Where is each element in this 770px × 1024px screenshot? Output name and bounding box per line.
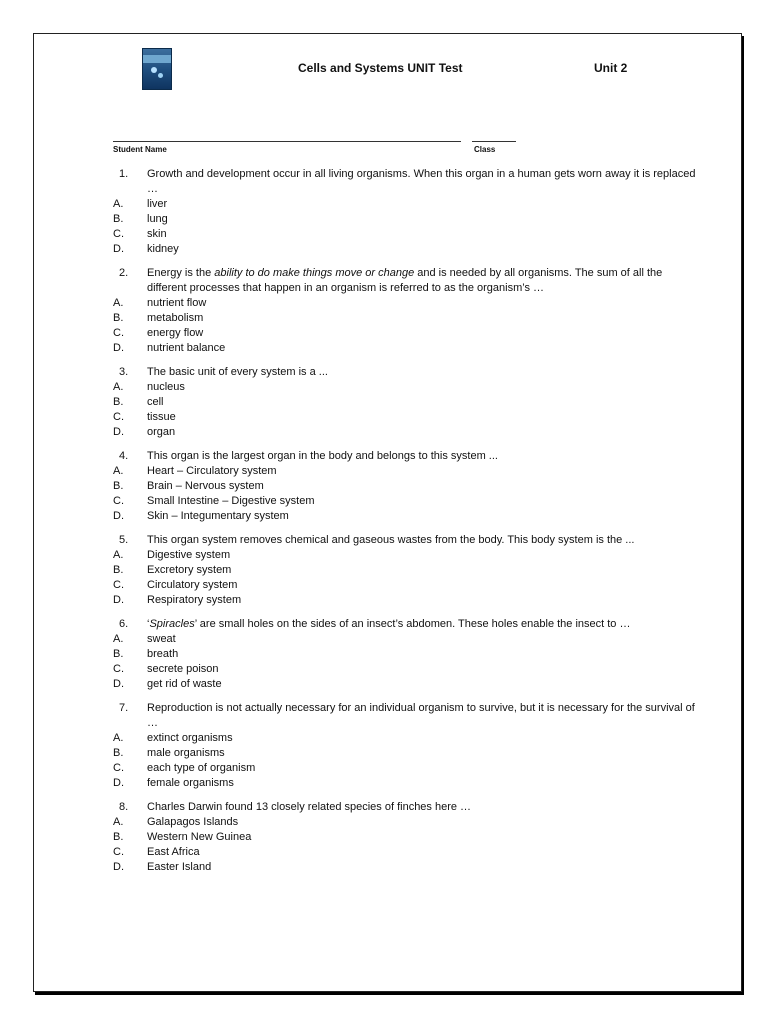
answer-option[interactable] [110, 563, 700, 578]
question-stem-text: Growth and development occur in all living organisms. When this organ in a human gets worn away it is replaced … [147, 168, 696, 195]
option-text: extinct organisms [147, 732, 233, 744]
option-letter: D. [113, 861, 124, 873]
option-letter: C. [113, 663, 124, 675]
option-letter: A. [113, 816, 124, 828]
option-letter: A. [113, 198, 124, 210]
question-stem-text: Charles Darwin found 13 closely related species of finches here … [147, 801, 472, 813]
answer-option[interactable] [110, 776, 700, 791]
option-text: tissue [147, 411, 176, 423]
option-letter: B. [113, 648, 124, 660]
question-stem-text: Spiracles [149, 618, 195, 630]
science-book-logo-icon [142, 48, 172, 90]
option-text: male organisms [147, 747, 225, 759]
option-letter: D. [113, 426, 124, 438]
student-name-line[interactable] [113, 141, 461, 142]
option-text: each type of organism [147, 762, 256, 774]
option-letter: C. [113, 846, 124, 858]
question-row [110, 701, 700, 731]
answer-option[interactable] [110, 647, 700, 662]
question-row [110, 533, 700, 548]
option-letter: C. [113, 762, 124, 774]
question-stem-text: This organ is the largest organ in the body and belongs to this system ... [147, 450, 498, 462]
option-text: cell [147, 396, 164, 408]
option-text: nucleus [147, 381, 185, 393]
question-stem [147, 365, 700, 380]
option-letter: C. [113, 579, 124, 591]
option-text: energy flow [147, 327, 204, 339]
question-stem-text: This organ system removes chemical and gaseous wastes from the body. This body system is the ... [147, 534, 635, 546]
question-stem-text: ability to do make things move or change [214, 267, 415, 279]
answer-option[interactable] [110, 494, 700, 509]
question-item [110, 167, 700, 257]
question-number: 4. [119, 450, 129, 462]
question-stem-text: Reproduction is not actually necessary for an individual organism to survive, but it is necessary for the survival of … [147, 702, 695, 729]
option-letter: B. [113, 747, 124, 759]
answer-option[interactable] [110, 662, 700, 677]
option-letter: B. [113, 312, 124, 324]
option-letter: A. [113, 549, 124, 561]
option-text: sweat [147, 633, 176, 645]
answer-option[interactable] [110, 509, 700, 524]
answer-option[interactable] [110, 593, 700, 608]
answer-option[interactable] [110, 380, 700, 395]
option-text: Western New Guinea [147, 831, 252, 843]
option-text: secrete poison [147, 663, 219, 675]
question-row [110, 266, 700, 296]
option-text: Galapagos Islands [147, 816, 239, 828]
option-text: Easter Island [147, 861, 212, 873]
answer-option[interactable] [110, 227, 700, 242]
logo-dot [158, 73, 163, 78]
answer-option[interactable] [110, 548, 700, 563]
option-letter: A. [113, 465, 124, 477]
unit-label: Unit 2 [594, 61, 628, 75]
question-number: 3. [119, 366, 129, 378]
option-letter: A. [113, 633, 124, 645]
question-item [110, 617, 700, 692]
option-text: Digestive system [147, 549, 231, 561]
answer-option[interactable] [110, 578, 700, 593]
answer-option[interactable] [110, 410, 700, 425]
question-number: 2. [119, 267, 129, 279]
answer-option[interactable] [110, 425, 700, 440]
option-letter: D. [113, 342, 124, 354]
answer-option[interactable] [110, 815, 700, 830]
option-text: Small Intestine – Digestive system [147, 495, 315, 507]
question-number: 5. [119, 534, 129, 546]
question-item [110, 800, 700, 875]
option-text: kidney [147, 243, 179, 255]
option-letter: D. [113, 510, 124, 522]
question-item [110, 266, 700, 356]
question-row [110, 617, 700, 632]
answer-option[interactable] [110, 326, 700, 341]
option-text: East Africa [147, 846, 200, 858]
option-letter: D. [113, 678, 124, 690]
option-text: Excretory system [147, 564, 232, 576]
option-letter: B. [113, 831, 124, 843]
answer-option[interactable] [110, 860, 700, 875]
option-letter: A. [113, 297, 124, 309]
answer-option[interactable] [110, 761, 700, 776]
test-title: Cells and Systems UNIT Test [298, 61, 463, 75]
option-letter: A. [113, 732, 124, 744]
question-number: 8. [119, 801, 129, 813]
question-stem-text: ‘ [147, 618, 150, 630]
question-stem [147, 617, 700, 632]
question-stem-text: ’ are small holes on the sides of an insect’s abdomen. These holes enable the insect to … [194, 618, 631, 630]
option-text: organ [147, 426, 176, 438]
option-text: Brain – Nervous system [147, 480, 264, 492]
option-letter: C. [113, 327, 124, 339]
option-text: Circulatory system [147, 579, 238, 591]
class-line[interactable] [472, 141, 516, 142]
option-text: Heart – Circulatory system [147, 465, 277, 477]
question-list [110, 167, 700, 884]
option-letter: D. [113, 594, 124, 606]
answer-option[interactable] [110, 479, 700, 494]
option-text: metabolism [147, 312, 204, 324]
answer-option[interactable] [110, 311, 700, 326]
option-letter: B. [113, 396, 124, 408]
question-stem-text: and is needed by all organisms. The sum of all the different processes that happen in an organism is referred to as the organism’s … [147, 267, 663, 294]
answer-option[interactable] [110, 746, 700, 761]
option-letter: C. [113, 495, 124, 507]
question-row [110, 167, 700, 197]
question-number: 1. [119, 168, 129, 180]
question-stem-text: Energy is the [147, 267, 215, 279]
option-text: female organisms [147, 777, 234, 789]
answer-option[interactable] [110, 845, 700, 860]
question-number: 7. [119, 702, 129, 714]
question-stem [147, 701, 700, 731]
question-row [110, 365, 700, 380]
option-text: liver [147, 198, 168, 210]
answer-option[interactable] [110, 395, 700, 410]
question-stem-text: The basic unit of every system is a ... [147, 366, 328, 378]
option-letter: A. [113, 381, 124, 393]
student-name-label: Student Name [113, 145, 167, 154]
option-text: breath [147, 648, 179, 660]
question-stem [147, 167, 700, 197]
logo-dot [151, 67, 157, 73]
option-text: get rid of waste [147, 678, 222, 690]
question-number: 6. [119, 618, 129, 630]
logo-band [143, 55, 171, 63]
answer-option[interactable] [110, 296, 700, 311]
option-text: skin [147, 228, 167, 240]
option-letter: D. [113, 777, 124, 789]
option-text: nutrient flow [147, 297, 207, 309]
option-letter: C. [113, 228, 124, 240]
option-letter: B. [113, 564, 124, 576]
answer-option[interactable] [110, 830, 700, 845]
option-text: lung [147, 213, 168, 225]
option-text: nutrient balance [147, 342, 226, 354]
option-text: Skin – Integumentary system [147, 510, 289, 522]
answer-option[interactable] [110, 731, 700, 746]
answer-option[interactable] [110, 197, 700, 212]
option-letter: C. [113, 411, 124, 423]
question-stem [147, 266, 700, 296]
question-row [110, 449, 700, 464]
question-item [110, 365, 700, 440]
question-stem [147, 800, 700, 815]
class-label: Class [474, 145, 496, 154]
question-stem [147, 449, 700, 464]
question-item [110, 449, 700, 524]
answer-option[interactable] [110, 341, 700, 356]
option-letter: D. [113, 243, 124, 255]
option-letter: B. [113, 480, 124, 492]
answer-option[interactable] [110, 464, 700, 479]
option-letter: B. [113, 213, 124, 225]
answer-option[interactable] [110, 242, 700, 257]
answer-option[interactable] [110, 632, 700, 647]
question-row [110, 800, 700, 815]
question-item [110, 533, 700, 608]
answer-option[interactable] [110, 677, 700, 692]
answer-option[interactable] [110, 212, 700, 227]
option-text: Respiratory system [147, 594, 242, 606]
question-item [110, 701, 700, 791]
question-stem [147, 533, 700, 548]
